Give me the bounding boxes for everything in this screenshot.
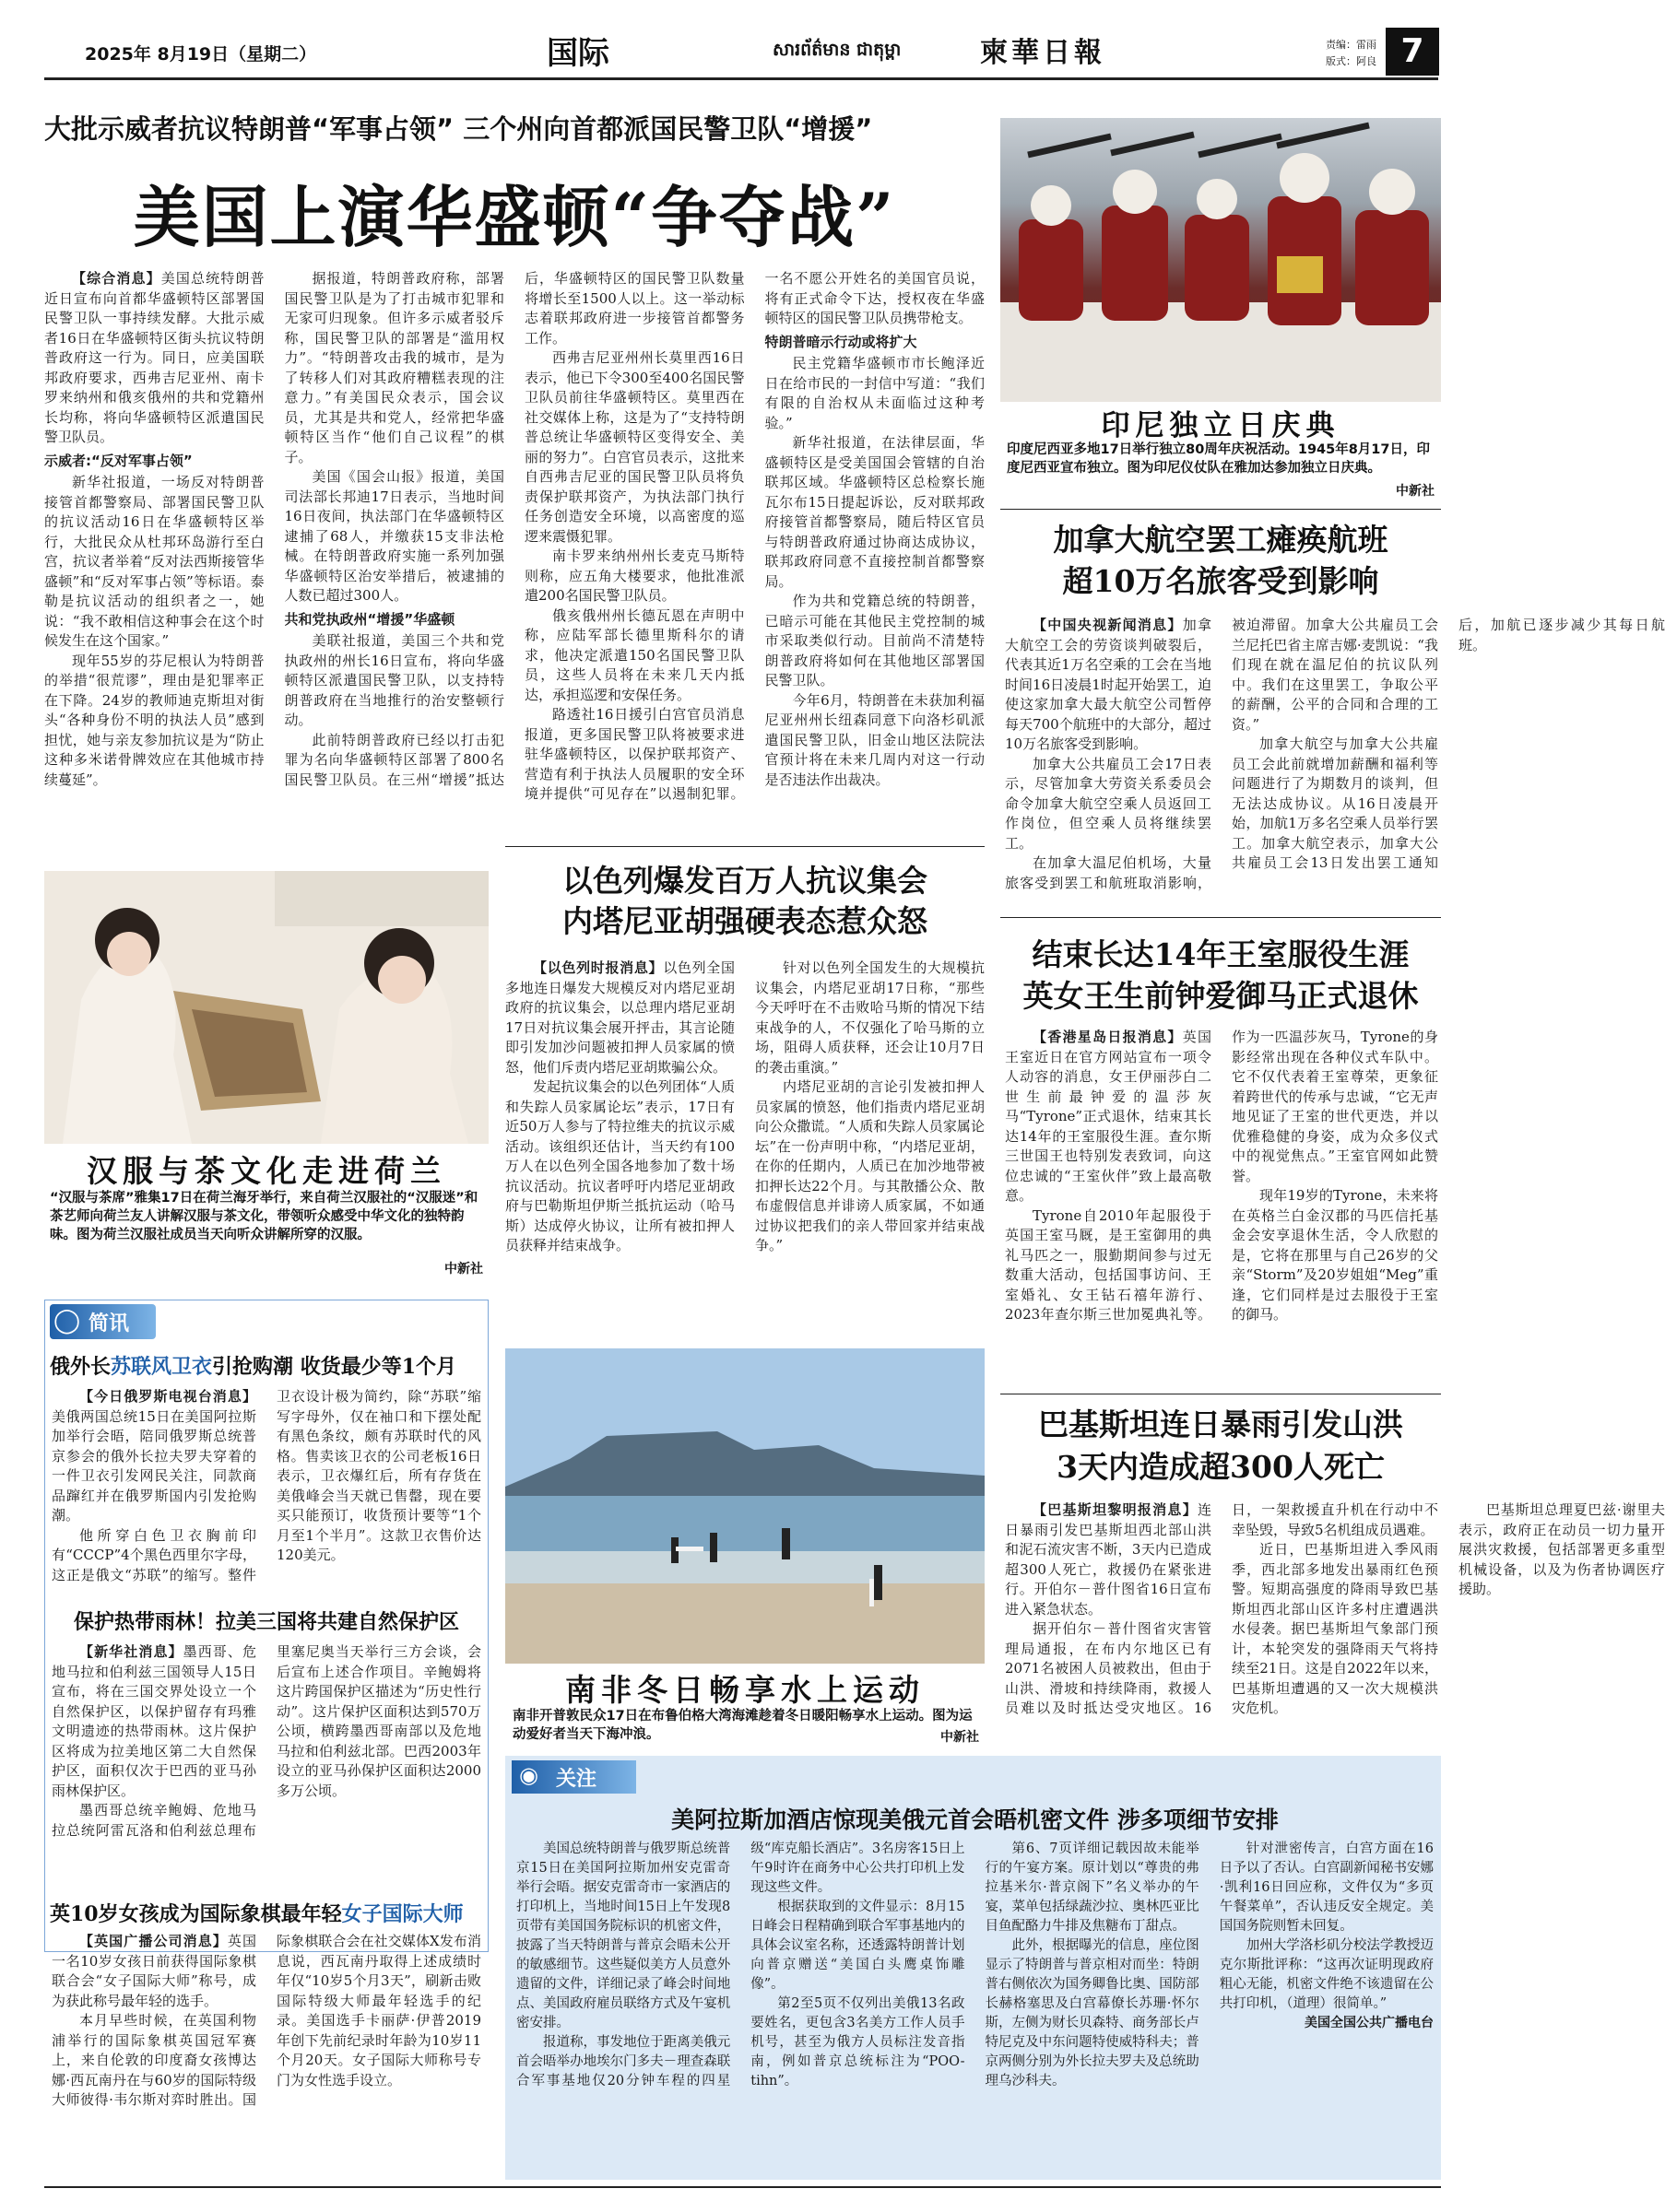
indonesia-title: 印尼独立日庆典 bbox=[1101, 409, 1340, 442]
brief1-title-pre: 俄外长 bbox=[50, 1355, 112, 1379]
south-africa-caption-text: 南非开普敦民众17日在布鲁伯格大湾海滩趁着冬日暖阳畅享水上运动。图为运动爱好者当天下海冲浪。 bbox=[513, 1709, 973, 1742]
indonesia-caption-text: 印度尼西亚多地17日举行独立80周年庆祝活动。1945年8月17日，印度尼西亚宣布独立。图为印尼仪仗队在雅加达参加独立日庆典。 bbox=[1007, 442, 1430, 476]
pakistan-body-html: 【巴基斯坦黎明报消息】连日暴雨引发巴基斯坦西北部山洪和泥石流灾害不断，3天内已造成超300人死亡，救援仍在紧张进行。开伯尔－普什图省16日宣布进入紧急状态。 据开伯尔－普什图省灾害管理局通报，在布内尔地区已有2071名被困人员被救出，但由于山洪、滑坡和持续降雨，救援人员难以及时抵达受灾地区。16日，一架救援直升机在行动中不幸坠毁，导致5名机组成员遇难。 近日，巴基斯坦进入季风雨季，西北部多地发出暴雨红色预警。短期高强度的降雨导致巴基斯坦西北部山区许多村庄遭遇洪水侵袭。据巴基斯坦气象部门预计，本轮突发的强降雨天气将持续至21日。这是自2022年以来，巴基斯坦遭遇的又一次大规模洪灾危机。 巴基斯坦总理夏巴兹·谢里夫表示，政府正在动员一切力量开展洪灾救援，包括部署更多重型机械设备，以及为伤者协调医疗援助。 bbox=[1005, 1501, 1665, 1716]
focus-headline: 美阿拉斯加酒店惊现美俄元首会晤机密文件 涉多项细节安排 bbox=[671, 1806, 1279, 1833]
uk-horse-body-html: 【香港星岛日报消息】英国王室近日在官方网站宣布一项令人动容的消息，女王伊丽莎白二世生前最钟爱的温莎灰马“Tyrone”正式退休，结束其长达14年的王室服役生涯。查尔斯三世国王也特别发表致词，向这位忠诚的“王室伙伴”致上最高敬意。 Tyrone自2010年起服役于英国王室马厩，是王室御用的典礼马匹之一，服勤期间参与过无数重大活动，包括国事访问、王室婚礼、女王钻石禧年游行、2023年查尔斯三世加冕典礼等。作为一匹温莎灰马，Tyrone的身影经常出现在各种仪式车队中。它不仅代表着王室尊荣，更象征着跨世代的传承与忠诚，“它无声地见证了王室的世代更迭，并以优雅稳健的身姿，成为众多仪式中的视觉焦点。”王室官网如此赞誉。 现年19岁的Tyrone，未来将在英格兰白金汉郡的马匹信托基金会安享退休生活，令人欣慰的是，它将在那里与自己26岁的父亲“Storm”及20岁姐姐“Meg”重逢，它们同样是过去服役于王室的御马。 bbox=[1005, 1029, 1438, 1323]
south-africa-photo bbox=[505, 1348, 985, 1664]
right-col-rule-2 bbox=[1000, 917, 1441, 918]
editor-credit: 责编：雷雨 bbox=[1326, 39, 1376, 51]
layout-credit: 版式：阿良 bbox=[1326, 55, 1376, 67]
globe-icon: ◯ bbox=[53, 1307, 81, 1335]
netherlands-title: 汉服与茶文化走进荷兰 bbox=[87, 1153, 446, 1189]
page-number: 7 bbox=[1400, 32, 1424, 70]
pakistan-body bbox=[1005, 1500, 1665, 1751]
footer-rule bbox=[44, 2186, 1441, 2188]
brief3-title bbox=[50, 1899, 483, 1927]
south-africa-title: 南非冬日畅享水上运动 bbox=[565, 1672, 925, 1708]
brief1-body-html: 【今日俄罗斯电视台消息】美俄两国总统15日在美国阿拉斯加举行会晤，陪同俄罗斯总统普京参会的俄外长拉夫罗夫穿着的一件卫衣引发网民关注，同款商品蹿红并在俄罗斯国内引发抢购潮。 他所穿白色卫衣胸前印有“CCCP”4个黑色西里尔字母，这正是俄文“苏联”的缩写。整件卫衣设计极为简约，除“苏联”缩写字母外，仅在袖口和下摆处配有黑色条纹，颇有苏联时代的风格。售卖该卫衣的公司老板16日表示，卫衣爆红后，所有存货在美俄峰会当天就已售罄，现在要买只能预订，收货预计要等“1个月至1个半月”。这款卫衣售价达120美元。 bbox=[52, 1388, 481, 1583]
israel-body bbox=[505, 959, 985, 1341]
uk-horse-body bbox=[1005, 1028, 1438, 1385]
israel-headline-2: 内塔尼亚胡强硬表态惹众怒 bbox=[562, 903, 927, 939]
brief1-title-highlight: 苏联风卫衣 bbox=[111, 1355, 213, 1379]
canada-body-html: 【中国央视新闻消息】加拿大航空工会的劳资谈判破裂后，代表其近1万名空乘的工会在当地时间16日凌晨1时起开始罢工，迫使这家加拿大最大航空公司暂停每天700个航班中的大部分，超过10万名旅客受到影响。 加拿大公共雇员工会17日表示，尽管加拿大劳资关系委员会命令加拿大航空空乘人员返回工作岗位，但空乘人员将继续罢工。 在加拿大温尼伯机场，大量旅客受到罢工和航班取消影响，被迫滞留。加拿大公共雇员工会兰尼托巴省主席吉娜·麦凯说：“我们现在就在温尼伯的抗议队列中。我们在这里罢工，争取公平的薪酬，公平的合同和合理的工资。” 加拿大航空与加拿大公共雇员工会此前就增加薪酬和福利等问题进行了为期数月的谈判，但无法达成协议。从16日凌晨开始，加航1万多名空乘人员举行罢工。加拿大航空表示，加拿大公共雇员工会13日发出罢工通知后，加航已逐步减少其每日航班。 bbox=[1005, 617, 1665, 891]
right-col-rule-1 bbox=[1000, 509, 1441, 510]
focus-body-html: 美国总统特朗普与俄罗斯总统普京15日在美国阿拉斯加州安克雷奇举行会晤。据安克雷奇市一家酒店的打印机上，当地时间15日上午发现8页带有美国国务院标识的机密文件，披露了当天特朗普与普京会晤未公开的敏感细节。这些疑似美方人员意外遗留的文件，详细记录了峰会时间地点、美国政府雇员联络方式及午宴机密安排。 报道称，事发地位于距离美俄元首会晤举办地埃尔门多夫－理查森联合军事基地仅20分钟车程的四星级“库克船长酒店”。3名房客15日上午9时许在商务中心公共打印机上发现这些文件。 根据获取到的文件显示：8月15日峰会日程精确到联合军事基地内的具体会议室名称，还透露特朗普计划向普京赠送“美国白头鹰桌饰雕像”。 第2至5页不仅列出美俄13名政要姓名，更包含3名美方工作人员手机号，甚至为俄方人员标注发音指南，例如普京总统标注为“POO-tihn”。 第6、7页详细记载因故未能举行的午宴方案。原计划以“尊贵的弗拉基米尔·普京阁下”名义举办的午宴，菜单包括绿蔬沙拉、奥林匹亚比目鱼配酪力牛排及焦糖布丁甜点。 此外，根据曝光的信息，座位图显示了特朗普与普京相对而坐：特朗普右侧依次为国务卿鲁比奥、国防部长赫格塞思及白宫幕僚长苏珊·怀尔斯，左侧为财长贝森特、商务部长卢特尼克及中东问题特使威特科夫；普京两侧分别为外长拉夫罗夫及总统助理乌沙科夫。 针对泄密传言，白宫方面在16日予以了否认。白宫副新闻秘书安娜·凯利16日回应称，文件仅为“多页午餐菜单”，否认违反安全规定。美国国务院则暂未回复。 加州大学洛杉矶分校法学教授迈克尔斯批评称：“这再次证明现政府粗心无能，机密文件绝不该遗留在公共打印机，（道理）很简单。” 美国全国公共广播电台 bbox=[516, 1841, 1434, 2088]
brief1-body bbox=[52, 1387, 481, 1599]
page-number-badge bbox=[1386, 28, 1439, 76]
masthead bbox=[44, 28, 1436, 96]
netherlands-photo bbox=[44, 871, 489, 1144]
header-rule bbox=[44, 77, 1438, 80]
lead-headline: 美国上演华盛顿“争夺战” bbox=[133, 178, 896, 256]
brief2-title: 保护热带雨林！拉美三国将共建自然保护区 bbox=[73, 1610, 459, 1634]
indonesia-credit: 中新社 bbox=[1396, 484, 1435, 499]
brief1-title-post: 引抢购潮 收货最少等1个月 bbox=[212, 1355, 456, 1379]
briefs-label: 简讯 bbox=[89, 1312, 130, 1335]
brief1-title bbox=[50, 1351, 483, 1380]
netherlands-caption-text: “汉服与茶席”雅集17日在荷兰海牙举行，来自荷兰汉服社的“汉服迷”和茶艺师向荷兰友人讲解汉服与茶文化，带领听众感受中华文化的独特韵味。图为荷兰汉服社成员当天向听众讲解所穿的汉服。 bbox=[50, 1191, 478, 1242]
pakistan-headline-1: 巴基斯坦连日暴雨引发山洪 bbox=[1038, 1406, 1403, 1442]
lead-body bbox=[44, 269, 985, 839]
lead-body-html: 【综合消息】美国总统特朗普近日宣布向首都华盛顿特区部署国民警卫队一事持续发酵。大批示威者16日在华盛顿特区街头抗议特朗普政府这一行为。同日，应美国联邦政府要求，西弗吉尼亚州、南卡罗来纳州和俄亥俄州的共和党籍州长均称，将向华盛顿特区派遣国民警卫队员。 示威者:“反对军事占领” 新华社报道，一场反对特朗普接管首都警察局、部署国民警卫队的抗议活动16日在华盛顿特区举行，大批民众从杜邦环岛游行至白宫，抗议者举着“反对法西斯接管华盛顿”和“反对军事占领”等标语。泰勒是抗议活动的组织者之一，她说：“我不敢相信这种事会在这个时候发生在这个国家。” 现年55岁的芬尼根认为特朗普的举措“很荒谬”，理由是犯罪率正在下降。24岁的教师迪克斯坦对街头“各种身份不明的执法人员”感到担忧，她与亲友参加抗议是为“防止这种多米诺骨牌效应在其他城市持续蔓延”。 据报道，特朗普政府称，部署国民警卫队是为了打击城市犯罪和无家可归现象。但许多示威者驳斥称，国民警卫队的部署是“滥用权力”。“特朗普攻击我的城市，是为了转移人们对其政府糟糕表现的注意力。”有美国民众表示，国会议员，尤其是共和党人，经常把华盛顿特区当作“他们自己议程”的棋子。 美国《国会山报》报道，美国司法部长邦迪17日表示，当地时间16日夜间，执法部门在华盛顿特区逮捕了68人，并缴获15支非法枪械。在特朗普政府实施一系列加强华盛顿特区治安举措后，被逮捕的人数已超过300人。 共和党执政州“增援”华盛顿 美联社报道，美国三个共和党执政州的州长16日宣布，将向华盛顿特区派遣国民警卫队，以支持特朗普政府在当地推行的治安整顿行动。 此前特朗普政府已经以打击犯罪为名向华盛顿特区部署了800名国民警卫队员。在三州“增援”抵达后，华盛顿特区的国民警卫队数量将增长至1500人以上。这一举动标志着联邦政府进一步接管首都警务工作。 西弗吉尼亚州州长莫里西16日表示，他已下令300至400名国民警卫队员前往华盛顿特区。莫里西在社交媒体上称，这是为了“支持特朗普总统让华盛顿特区变得安全、美丽的努力”。白宫官员表示，这批来自西弗吉尼亚的国民警卫队员将负责保护联邦资产，为执法部门执行任务创造安全环境，以高密度的巡逻来震慑犯罪。 南卡罗来纳州州长麦克马斯特则称，应五角大楼要求，他批准派遣200名国民警卫队员。 俄亥俄州州长德瓦恩在声明中称，应陆军部长德里斯科尔的请求，他决定派遣150名国民警卫队员，这些人员将在未来几天内抵达，承担巡逻和安保任务。 路透社16日援引白宫官员消息报道，更多国民警卫队将被要求进驻华盛顿特区，以保护联邦资产、营造有利于执法人员履职的安全环境并提供“可见存在”以遏制犯罪。一名不愿公开姓名的美国官员说，将有正式命令下达，授权夜在华盛顿特区的国民警卫队员携带枪支。 特朗普暗示行动或将扩大 民主党籍华盛顿市市长鲍泽近日在给市民的一封信中写道：“我们有限的自治权从未面临过这种考验。” 新华社报道，在法律层面，华盛顿特区是受美国国会管辖的自治联邦区域。华盛顿特区总检察长施瓦尔布15日提起诉讼，反对联邦政府接管首都警察局，随后特区官员与特朗普政府通过协商达成协议，联邦政府同意不直接控制首都警察局。 作为共和党籍总统的特朗普，已暗示可能在其他民主党控制的城市采取类似行动。目前尚不清楚特朗普政府将如何在其他地区部署国民警卫队。 今年6月，特朗普在未获加利福尼亚州州长纽森同意下向洛杉矶派遣国民警卫队，旧金山地区法院法官预计将在未来几周内对这一行动是否违法作出裁决。 bbox=[44, 270, 985, 802]
focus-label: 关注 bbox=[556, 1768, 597, 1791]
section-title: 国际 bbox=[547, 35, 609, 72]
indonesia-photo bbox=[1000, 118, 1441, 402]
lead-kicker: 大批示威者抗议特朗普“军事占领” 三个州向首都派国民警卫队“增援” bbox=[44, 113, 873, 145]
israel-headline-1: 以色列爆发百万人抗议集会 bbox=[562, 863, 927, 899]
uk-horse-headline-2: 英女王生前钟爱御马正式退休 bbox=[1022, 978, 1419, 1014]
pakistan-headline-2: 3天内造成超300人死亡 bbox=[1057, 1449, 1385, 1485]
canada-headline-2: 超10万名旅客受到影响 bbox=[1062, 563, 1379, 599]
brief3-body bbox=[52, 1932, 481, 2181]
israel-top-rule bbox=[505, 846, 985, 847]
brief2-body-html: 【新华社消息】墨西哥、危地马拉和伯利兹三国领导人15日宣布，将在三国交界处设立一个自然保护区，以保护留存有玛雅文明遗迹的热带雨林。这片保护区将成为拉美地区第二大自然保护区，面积仅次于巴西的亚马孙雨林保护区。 墨西哥总统辛鲍姆、危地马拉总统阿雷瓦洛和伯利兹总理布里塞尼奥当天举行三方会谈，会后宣布上述合作项目。辛鲍姆将这片跨国保护区描述为“历史性行动”。这片保护区面积达到570万公顷，横跨墨西哥南部以及危地马拉和伯利兹北部。巴西2003年设立的亚马孙保护区面积达2000多万公顷。 bbox=[52, 1643, 481, 1839]
brief3-title-highlight: 女子国际大师 bbox=[341, 1902, 464, 1926]
eye-icon: ◉ bbox=[519, 1762, 538, 1788]
focus-body bbox=[516, 1840, 1434, 2175]
brief3-body-html: 【英国广播公司消息】英国一名10岁女孩日前获得国际象棋联合会“女子国际大师”称号，成为获此称号最年轻的选手。 本月早些时候，在英国利物浦举行的国际象棋英国冠军赛上，来自伦敦的印度裔女孩博达娜·西瓦南丹在与60岁的国际特级大师彼得·韦尔斯对弈时胜出。国际象棋联合会在社交媒体X发布消息说，西瓦南丹取得上述成绩时年仅“10岁5个月3天”，刷新击败国际特级大师最年轻选手的纪录。美国选手卡丽萨·伊普2019年创下先前纪录时年龄为10岁11个月20天。女子国际大师称号专门为女性选手设立。 bbox=[52, 1933, 481, 2108]
netherlands-credit: 中新社 bbox=[444, 1262, 483, 1277]
israel-body-html: 【以色列时报消息】以色列全国多地连日爆发大规模反对内塔尼亚胡政府的抗议集会，以总理内塔尼亚胡17日对抗议集会展开抨击，其言论随即引发加沙问题被扣押人员家属的愤怒，他们斥责内塔尼亚胡欺骗公众。 发起抗议集会的以色列团体“人质和失踪人员家属论坛”表示，17日有近50万人参与了特拉维夫的抗议示威活动。该组织还估计，当天约有100万人在以色列全国各地参加了数十场抗议活动。抗议者呼吁内塔尼亚胡政府与巴勒斯坦伊斯兰抵抗运动（哈马斯）达成停火协议，让所有被扣押人员获释并结束战争。 针对以色列全国发生的大规模抗议集会，内塔尼亚胡17日称，“那些今天呼吁在不击败哈马斯的情况下结束战争的人，不仅强化了哈马斯的立场，阻碍人质获释，还会让10月7日的袭击重演。” 内塔尼亚胡的言论引发被扣押人员家属的愤怒，他们指责内塔尼亚胡向公众撒谎。“人质和失踪人员家属论坛”在一份声明中称，“内塔尼亚胡，在你的任期内，人质已在加沙地带被扣押长达22个月。与其散播公众、散布虚假信息并诽谤人质家属，不如通过协议把我们的亲人带回家并结束战争。” bbox=[505, 959, 985, 1253]
focus-label-badge bbox=[512, 1760, 636, 1794]
paper-name-chinese: 柬華日報 bbox=[980, 37, 1105, 69]
canada-body bbox=[1005, 616, 1665, 909]
brief3-title-pre: 英10岁女孩成为国际象棋最年轻 bbox=[50, 1902, 342, 1926]
canada-headline-1: 加拿大航空罢工瘫痪航班 bbox=[1053, 522, 1388, 558]
brief2-body bbox=[52, 1642, 481, 1891]
uk-horse-headline-1: 结束长达14年王室服役生涯 bbox=[1032, 936, 1410, 972]
issue-date: 2025年 8月19日（星期二） bbox=[85, 44, 317, 65]
paper-name-khmer: សារព័ត៌មាន ជាតុម្ពា bbox=[773, 40, 902, 60]
south-africa-credit: 中新社 bbox=[940, 1730, 979, 1745]
briefs-label-badge bbox=[50, 1304, 156, 1339]
